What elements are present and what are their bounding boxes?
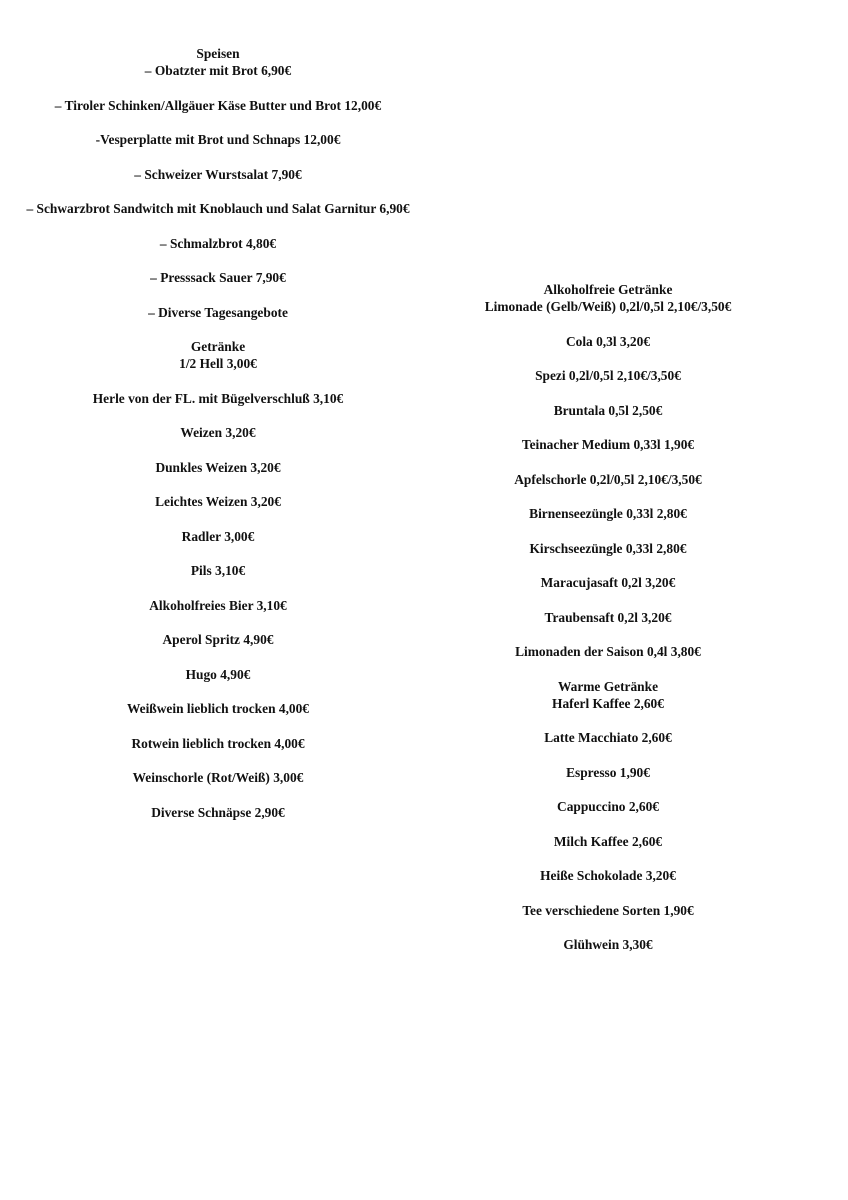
- hot-drink-item: Espresso 1,90€: [566, 764, 650, 780]
- food-heading: Speisen: [196, 46, 240, 61]
- hot-drink-item: Tee verschiedene Sorten 1,90€: [522, 902, 694, 918]
- soft-drinks-heading: Alkoholfreie Getränke: [543, 282, 673, 297]
- food-item: – Schwarzbrot Sandwitch mit Knoblauch und Salat Garnitur 6,90€: [26, 201, 410, 216]
- soft-drink-item: Bruntala 0,5l 2,50€: [553, 402, 663, 418]
- soft-drink-item: Maracujasaft 0,2l 3,20€: [540, 575, 676, 590]
- hot-drink-item: Cappuccino 2,60€: [557, 799, 659, 814]
- menu-right-column: [460, 281, 756, 953]
- food-item: – Schweizer Wurstsalat 7,90€: [134, 166, 302, 182]
- soft-drink-item: Limonade (Gelb/Weiß) 0,2l/0,5l 2,10€/3,50€: [484, 299, 732, 314]
- food-item: – Presssack Sauer 7,90€: [150, 270, 286, 285]
- drink-item: Diverse Schnäpse 2,90€: [151, 804, 285, 820]
- drinks-heading: Getränke: [190, 339, 246, 354]
- food-item: – Tiroler Schinken/Allgäuer Käse Butter und Brot 12,00€: [54, 97, 382, 113]
- drink-item: 1/2 Hell 3,00€: [179, 356, 257, 371]
- soft-drink-item: Apfelschorle 0,2l/0,5l 2,10€/3,50€: [514, 471, 702, 487]
- hot-drinks-heading: Warme Getränke: [557, 678, 659, 694]
- drink-item: Pils 3,10€: [190, 563, 246, 578]
- hot-drink-item: Haferl Kaffee 2,60€: [552, 695, 664, 711]
- drink-item: Radler 3,00€: [181, 528, 255, 544]
- drink-item: Weißwein lieblich trocken 4,00€: [126, 701, 309, 716]
- soft-drink-item: Traubensaft 0,2l 3,20€: [544, 609, 672, 625]
- food-item: – Diverse Tagesangebote: [148, 304, 288, 320]
- food-item: – Schmalzbrot 4,80€: [159, 235, 277, 251]
- soft-drink-item: Spezi 0,2l/0,5l 2,10€/3,50€: [535, 368, 681, 383]
- drink-item: Leichtes Weizen 3,20€: [155, 494, 281, 509]
- soft-drink-item: Teinacher Medium 0,33l 1,90€: [521, 437, 695, 452]
- soft-drink-item: Birnenseezüngle 0,33l 2,80€: [529, 506, 687, 521]
- drink-item: Rotwein lieblich trocken 4,00€: [131, 735, 305, 751]
- soft-drink-item: Cola 0,3l 3,20€: [565, 333, 651, 349]
- hot-drink-item: Glühwein 3,30€: [563, 937, 653, 952]
- hot-drink-item: Latte Macchiato 2,60€: [544, 730, 672, 745]
- food-item: – Obatzter mit Brot 6,90€: [144, 63, 292, 78]
- hot-drink-item: Heiße Schokolade 3,20€: [540, 868, 676, 883]
- menu-left-column: [0, 45, 436, 821]
- food-item: -Vesperplatte mit Brot und Schnaps 12,00€: [95, 132, 341, 147]
- drink-item: Weizen 3,20€: [180, 425, 256, 440]
- drink-item: Dunkles Weizen 3,20€: [155, 459, 281, 475]
- drink-item: Hugo 4,90€: [185, 666, 251, 682]
- hot-drink-item: Milch Kaffee 2,60€: [553, 833, 663, 849]
- drink-item: Aperol Spritz 4,90€: [162, 632, 274, 647]
- drink-item: Herle von der FL. mit Bügelverschluß 3,10€: [92, 390, 344, 406]
- soft-drink-item: Limonaden der Saison 0,4l 3,80€: [515, 644, 701, 659]
- soft-drink-item: Kirschseezüngle 0,33l 2,80€: [529, 540, 687, 556]
- drink-item: Weinschorle (Rot/Weiß) 3,00€: [132, 770, 304, 785]
- drink-item: Alkoholfreies Bier 3,10€: [149, 597, 287, 613]
